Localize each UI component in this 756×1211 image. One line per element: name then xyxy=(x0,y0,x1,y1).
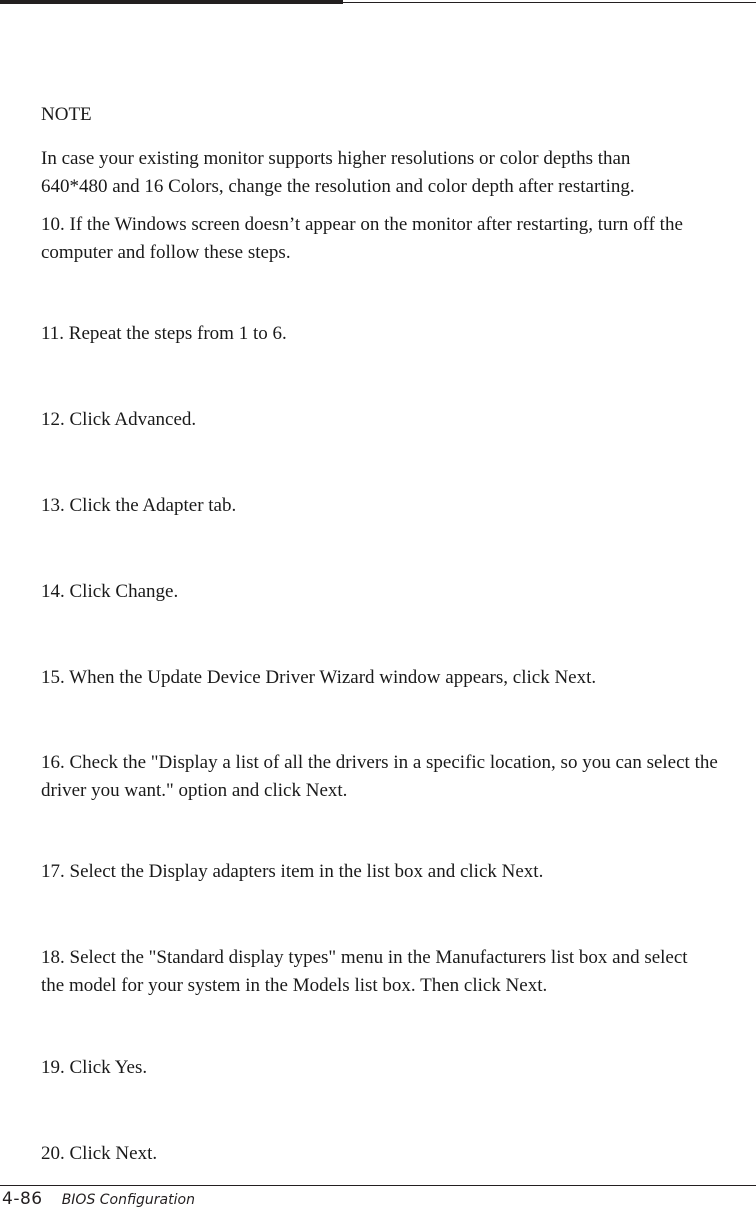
step-14: 14. Click Change. xyxy=(41,581,179,602)
section-name: BIOS Configuration xyxy=(61,1192,195,1208)
step-11: 11. Repeat the steps from 1 to 6. xyxy=(41,323,287,344)
step-15: 15. When the Update Device Driver Wizard window appears, click Next. xyxy=(41,667,597,688)
note-text: In case your existing monitor supports higher resolutions or color depths than 640*480 and 16 Colors, change the resolution and color depth after restarting. xyxy=(41,148,635,197)
footer-rule xyxy=(0,1185,756,1186)
step-19: 19. Click Yes. xyxy=(41,1057,148,1078)
header-rule-thick xyxy=(0,0,343,4)
step-18: 18. Select the "Standard display types" menu in the Manufacturers list box and select the model for your system in the Models list box. Then click Next. xyxy=(41,947,688,996)
step-10: 10. If the Windows screen doesn’t appear on the monitor after restarting, turn off the computer and follow these steps. xyxy=(41,214,683,263)
step-13: 13. Click the Adapter tab. xyxy=(41,495,237,516)
step-12: 12. Click Advanced. xyxy=(41,409,197,430)
page-footer xyxy=(2,1189,195,1209)
step-16: 16. Check the "Display a list of all the drivers in a specific location, so you can select the driver you want." option and click Next. xyxy=(41,752,718,801)
page-number: 4-86 xyxy=(2,1189,43,1209)
note-title: NOTE xyxy=(41,104,92,125)
step-17: 17. Select the Display adapters item in the list box and click Next. xyxy=(41,861,544,882)
header-rule-thin xyxy=(343,2,756,3)
step-20: 20. Click Next. xyxy=(41,1143,158,1164)
